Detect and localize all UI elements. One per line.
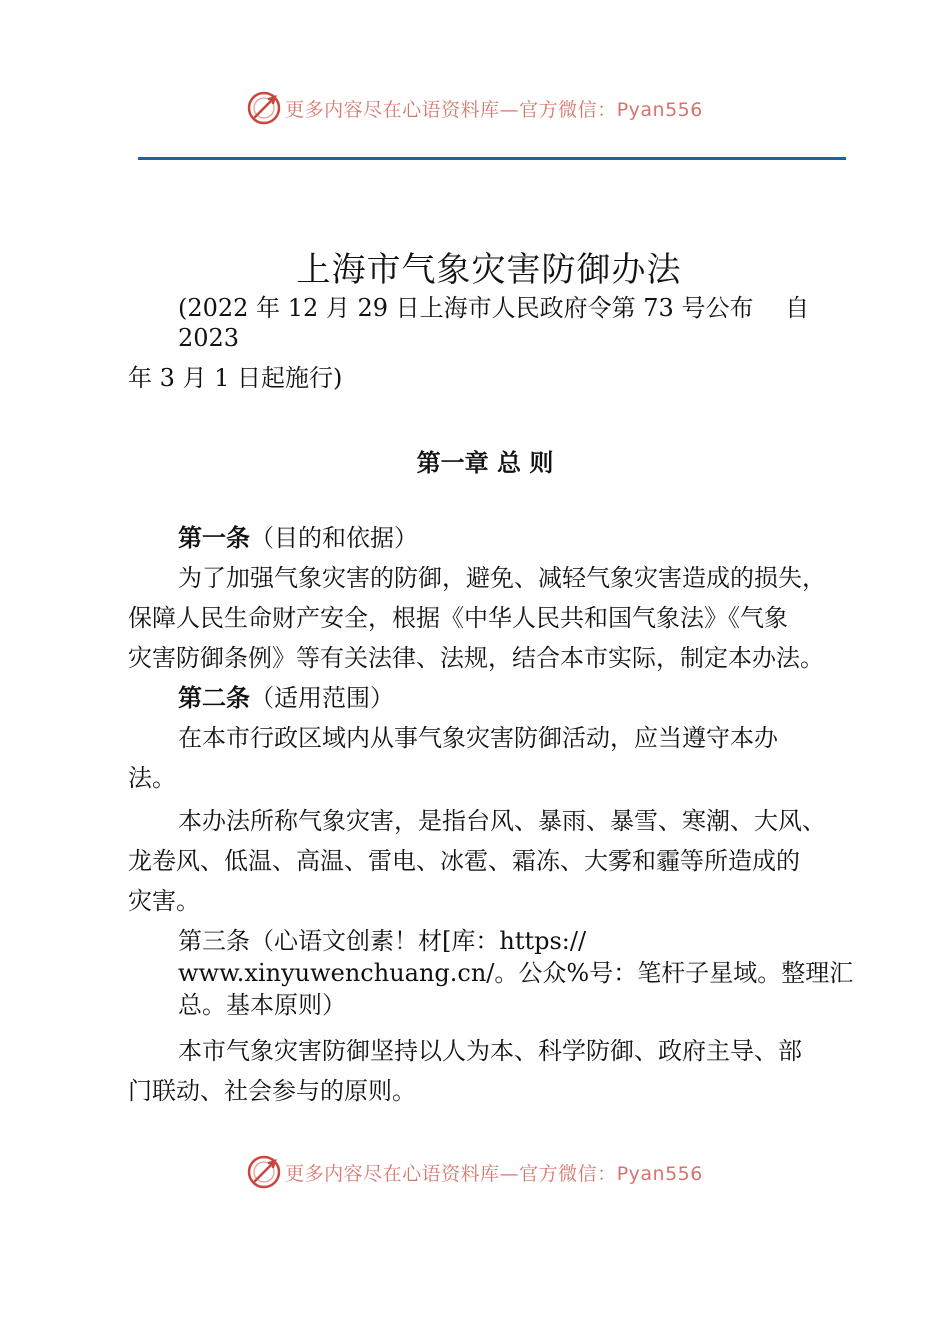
watermark-label: 官方微信：: [519, 98, 617, 121]
article-1-line: 保障人民生命财产安全，根据《中华人民共和国气象法》《气象: [128, 604, 788, 632]
quill-logo-icon: [247, 1155, 281, 1189]
watermark-text: 更多内容尽在心语资料库: [285, 98, 500, 121]
article-3-line: www.xinyuwenchuang.cn/。公众%号：笔杆子星域。整理汇: [178, 959, 854, 987]
article-3-line: 总。基本原则）: [178, 991, 346, 1019]
promulgation-line-3: 年 3 月 1 日起施行): [128, 364, 343, 392]
watermark-dash: —: [499, 98, 520, 121]
footer-watermark: [0, 1152, 950, 1192]
promulgation-line-2: 2023: [178, 324, 240, 352]
article-2-line: 法。: [128, 764, 176, 792]
article-1-line: 为了加强气象灾害的防御，避免、减轻气象灾害造成的损失，: [178, 564, 826, 592]
article-3-body-line: 门联动、社会参与的原则。: [128, 1077, 416, 1105]
article-2-line: 灾害。: [128, 887, 200, 915]
article-1-subtitle: （目的和依据）: [250, 524, 418, 552]
article-2-line: 龙卷风、低温、高温、雷电、冰雹、霜冻、大雾和霾等所造成的: [128, 847, 800, 875]
chapter-heading: 第一章 总 则: [416, 449, 554, 477]
article-1-line: 灾害防御条例》等有关法律、法规，结合本市实际，制定本办法。: [128, 644, 824, 672]
article-3-body-line: 本市气象灾害防御坚持以人为本、科学防御、政府主导、部: [178, 1037, 802, 1065]
article-1-header: [178, 523, 418, 553]
article-2-header: [178, 683, 394, 713]
promulgation-line-1: (2022 年 12 月 29 日上海市人民政府令第 73 号公布 自: [178, 294, 810, 322]
document-title: 上海市气象灾害防御办法: [296, 250, 682, 290]
watermark-id: Pyan556: [616, 98, 703, 121]
quill-logo-icon: [247, 91, 281, 125]
article-2-heading: 第二条: [178, 684, 250, 712]
watermark-label: 官方微信：: [519, 1162, 617, 1185]
header-rule: [138, 157, 846, 160]
article-2-line: 本办法所称气象灾害，是指台风、暴雨、暴雪、寒潮、大风、: [178, 807, 826, 835]
article-3-line: 第三条（心语文创素！材[库：https://: [178, 927, 587, 955]
article-2-subtitle: （适用范围）: [250, 684, 394, 712]
header-watermark: [0, 88, 950, 128]
watermark-text: 更多内容尽在心语资料库: [285, 1162, 500, 1185]
watermark-dash: —: [499, 1162, 520, 1185]
article-1-heading: 第一条: [178, 524, 250, 552]
watermark-id: Pyan556: [616, 1162, 703, 1185]
article-2-line: 在本市行政区域内从事气象灾害防御活动，应当遵守本办: [178, 724, 778, 752]
